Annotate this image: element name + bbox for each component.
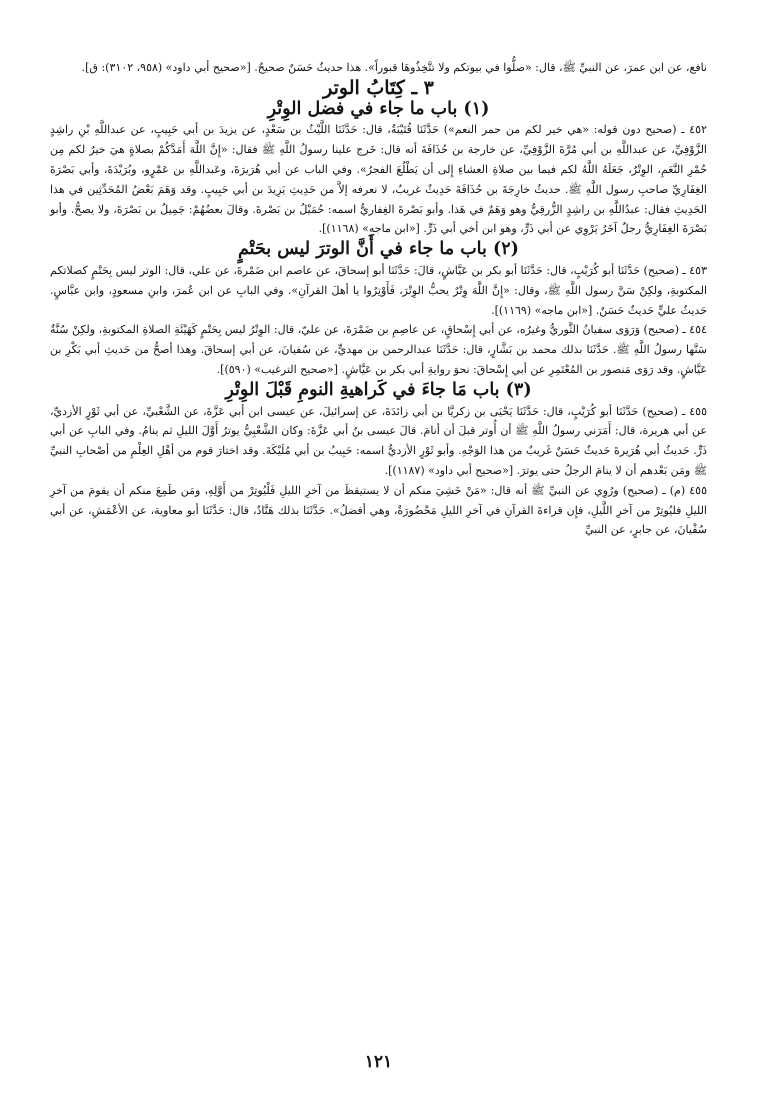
chapter-heading-2: (٢) باب ما جاء في أَنَّ الوترَ ليس بحَتْمٍ	[238, 239, 519, 260]
hadith-453: ٤٥٣ ـ (صحيح) حَدَّثَنَا أبو كُرَيْبٍ، قال: حَدَّثَنَا أبو بكر بن عَيَّاشٍ، قالَ: حَدَّثَنَا أبو إسحاقَ، عن عاصم ابن ضَمْرةَ، عن علي، قال: الوتر ليس بِحَتْمٍ كصلاتكم المكتوبةِ، ولكِنْ سَنَّ رسول اللَّهِ ﷺ، وقال: «إِنَّ اللَّهَ وِتْرٌ يحبُّ الوِتْرَ، فَأَوْتِرُوا يا أهلَ القرآنِ». وفي البابِ عن ابن عُمرَ، وابنِ مسعودٍ، وابن عبَّاسٍ. حَديثُ عليٍّ حَديثٌ حَسَنٌ. [«ابن ماجه» (١١٦٩)].	[50, 263, 707, 317]
book-heading: ٣ ـ كِتَابُ الوتر	[323, 76, 434, 99]
text-paragraph-continuation: نافع، عن ابن عمرَ، عن النبيِّ ﷺ، قال: «صلُّوا في بيوتكم ولا تتَّخِذُوهَا قبوراً». هذا حديثٌ حَسَنٌ صحيحٌ. [«صحيح أبي داود» (٩٥٨، ٣١٠٢): ق].	[81, 61, 707, 74]
hadith-455-m: ٤٥٥ (م) ـ (صحيح) ورُوِي عن النبيِّ ﷺ أنه قال: «مَنْ خَشِيَ منكم أن لا يستيقظَ من آخرِ الليلِ فَلْيُوتِرْ من أَوَّلِهِ، ومَن طَمِعَ منكم أن يقومَ من آخرِ الليلِ فليُوتِرْ من آخرِ اللَّيلِ، فإِن قراءةَ القرآنِ في آخرِ الليلِ مَحْضُورَةٌ، وهي أفضلُ». حَدَّثَنَا بذلك هَنَّادٌ، قال: حَدَّثَنَا أبو معاوية، عن الأعْمَشِ، عن أبي سُفْيانَ، عن جابرٍ، عن النبيِّ	[50, 483, 707, 537]
chapter-heading-1: (١) باب ما جاء في فضل الوِتْرِ	[267, 98, 490, 119]
hadith-452: ٤٥٢ ـ (صحيح دون قوله: «هي خير لكم من حمر النعم») حَدَّثَنَا قُتَيْبَةُ، قال: حَدَّثَنَا اللَّيْثُ بن سَعْدٍ، عن يزيدَ بن أبي حَبِيبٍ، عن عبداللَّهِ بْنِ راشِدٍ الزَّوْفِيِّ، عن عبداللَّهِ بن أبي مُرَّةَ الزَّوْفِيِّ، عن خارجة بن حُذَافَةَ أنه قال: خَرج علينا رسولُ اللَّهِ ﷺ فقال: «إِنَّ اللَّهَ أَمَدَّكُمْ بصلاةٍ هيَ خيرٌ لكم مِن حُمْرِ النَّعَمِ، الوِتْرُ، جَعَلَهُ اللَّهُ لكم فيما بين صلاةِ العشاءِ إِلى أن يَطْلُعَ الفجرُ». وفي الباب عن أبي هُرَيرَةَ، وعَبداللَّهِ بن عَمْرٍو، وبُرَيْدَةَ، وأبي بَصْرَةَ الغِفَارِيِّ صاحبِ رسول اللَّهِ ﷺ. حديثُ خارِجَةَ بن حُذَافَةَ حَدِيثٌ غريبٌ، لا نعرفه إلاَّ من حَدِيثِ يَزِيدَ بن أبي حَبِيبٍ. وقد وَهَمَ بَعْضُ المُحَدِّثِين في هذا الحَدِيثِ فقال: عبدُاللَّهِ بن راشِدٍ الزُّرقِيُّ وهو وَهَمٌ في هَذا. وأبو بَصْرةَ الغِفاريُّ اسمه: حُمَيْلُ بن بَصْرةَ. وقالَ بعضُهُمْ: جَمِيلُ بن بَصْرَةَ، ولا يصحُّ. وأبو بَصْرَةَ الغِفَارِيُّ رجلٌ آخَرُ يَرْوِي عن أبي ذَرٍّ، وهو ابن أخي أبي ذَرٍّ. [«ابن ماجه» (١١٦٨)].	[50, 123, 707, 236]
page-number: ١٢١	[364, 1052, 393, 1072]
hadith-454: ٤٥٤ ـ (صحيح) وَرَوَى سفيانُ الثَّوريُّ وغيرُه، عن أبي إِسْحاقٍ، عن عاصِمِ بن ضَمْرَةَ، عن عليّ، قال: الوِتْرُ ليس بِحَتْمٍ كَهَيْئَةِ الصلاةِ المكتوبةِ، ولكِنْ سُنَّةٌ سَنَّها رسولُ اللَّهِ ﷺ. حَدَّثَنَا بذلك محمد بن بَشَّارٍ، قال: حَدَّثَنَا عبدالرحمن بن مهديٍّ، عن سُفيانَ، عن أبي إسحاقَ. وهذا أصحُّ من حَديثِ أبي بَكْرِ بن عَيَّاشٍ. وقد رَوَى مَنصور بن المُعْتَمِرِ عن أبي إِسْحاقَ: نحوَ روايةِ أبي بكر بن عَيَّاشٍ. [«صحيح الترغيب» (٥٩٠)].	[50, 323, 707, 376]
chapter-heading-3: (٣) باب مَا جاءَ في كَراهيةِ النومِ قَبْلَ الوِتْرِ	[225, 379, 532, 400]
hadith-455: ٤٥٥ ـ (صحيح) حَدَّثَنَا أبو كُرَيْبٍ، قال: حَدَّثَنَا يَحْيَى بن زكريَّا بن أبي زائدَةَ، عن إسرائيلَ، عن عيسى ابن أبي عَزَّةَ، عن الشَّعْبيِّ، عن أبي ثَوْرٍ الأزديِّ، عن أبي هريرة، قال: أَمَرَني رسولُ اللَّهِ ﷺ أن أُوتر قبلَ أن أنامَ. قالَ عيسى بنُ أبي عَزَّةَ: وكان الشَّعْبِيُّ يوترُ أَوَّلَ الليلِ ثم ينامُ. وفي البابِ عن أبي ذَرٍّ. حَديثُ أبي هُرَيرةَ حَديثٌ حَسَنٌ غَريبٌ من هذا الوَجْهِ. وأبو ثَوْرٍ الأزديُّ اسمه: حَبِيبُ بن أبي مُلَيْكَةَ. وقد اختارَ قوم من أهْلِ العِلْمِ من أصْحابِ النبيِّ ﷺ ومَن بَعْدهم أن لا ينامَ الرجلُ حتى يوترَ. [«صحيح أبي داود» (١١٨٧)].	[50, 404, 707, 477]
